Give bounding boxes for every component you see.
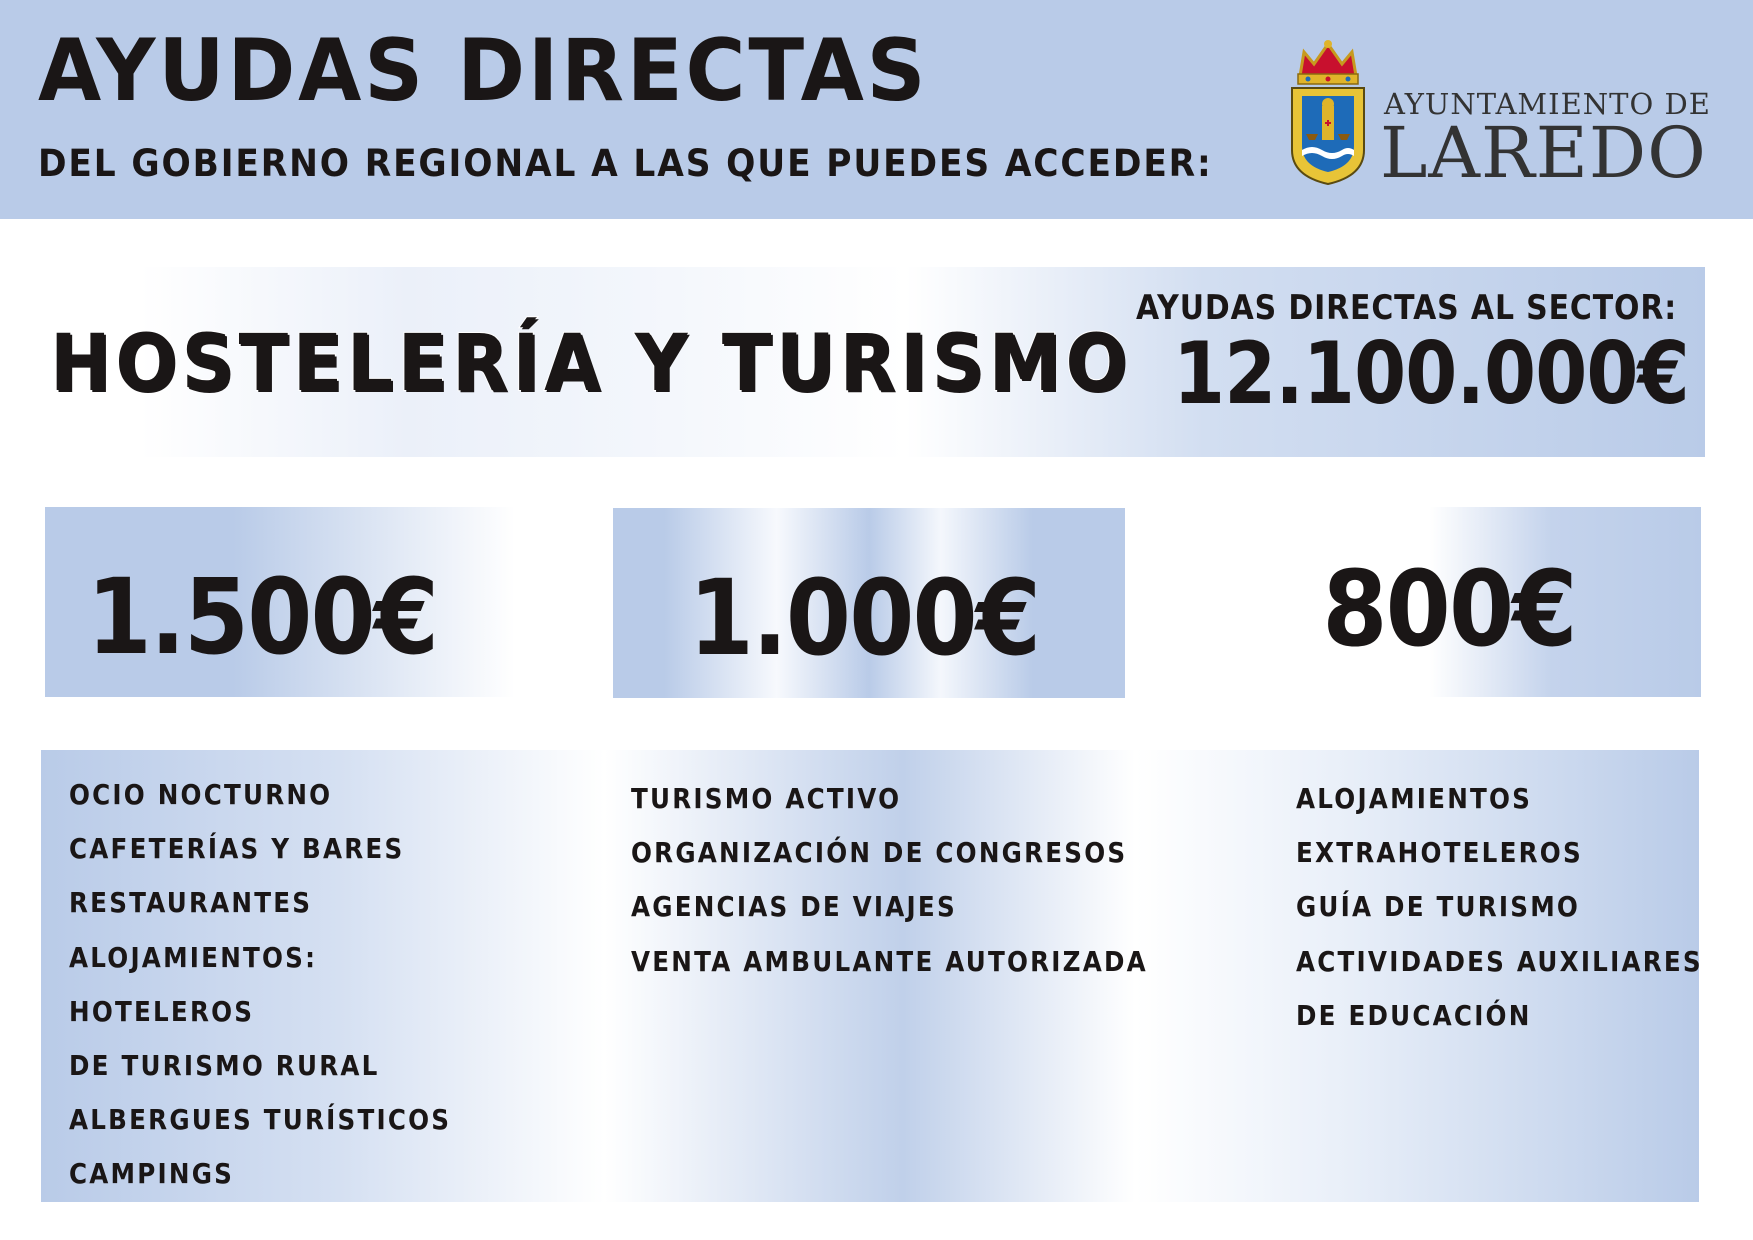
logo-caption: AYUNTAMIENTO DE <box>1384 87 1711 121</box>
logo-name: LAREDO <box>1380 112 1707 194</box>
page-subtitle: DEL GOBIERNO REGIONAL A LAS QUE PUEDES ACCEDER: <box>38 142 1213 185</box>
list-item: RESTAURANTES <box>69 886 313 920</box>
list-item: EXTRAHOTELEROS <box>1296 836 1583 870</box>
beneficiary-list-800 <box>1296 772 1753 1043</box>
sector-title: HOSTELERÍA Y TURISMO <box>50 319 1132 409</box>
list-item: DE TURISMO RURAL <box>69 1049 380 1083</box>
header-banner <box>0 0 1753 219</box>
list-item: TURISMO ACTIVO <box>631 782 902 815</box>
list-item: ALOJAMIENTOS: <box>69 940 318 974</box>
amount-value: 800€ <box>1322 548 1576 670</box>
list-item: ORGANIZACIÓN DE CONGRESOS <box>631 836 1128 870</box>
list-item: GUÍA DE TURISMO <box>1296 890 1581 924</box>
page-title: AYUDAS DIRECTAS <box>38 21 929 121</box>
list-item: AGENCIAS DE VIAJES <box>631 890 957 924</box>
list-item: ALOJAMIENTOS <box>1296 782 1533 815</box>
sector-budget-label: AYUDAS DIRECTAS AL SECTOR: <box>1136 288 1678 328</box>
amount-box-1 <box>45 507 515 697</box>
sector-budget-amount: 12.100.000€ <box>1173 324 1689 424</box>
list-item: CAFETERÍAS Y BARES <box>69 832 405 866</box>
beneficiary-list-1500 <box>69 768 503 1202</box>
list-item: DE EDUCACIÓN <box>1296 998 1532 1032</box>
list-item: VENTA AMBULANTE AUTORIZADA <box>631 944 1148 978</box>
laredo-logo <box>1288 38 1718 193</box>
list-item: CAMPINGS <box>69 1157 235 1191</box>
amount-box-3 <box>1233 507 1701 697</box>
sector-banner <box>40 267 1705 457</box>
list-item: OCIO NOCTURNO <box>69 778 333 811</box>
list-item: HOTELEROS <box>69 994 255 1028</box>
coat-of-arms-icon <box>1288 38 1368 188</box>
list-item: ALBERGUES TURÍSTICOS <box>69 1103 452 1137</box>
amount-value: 1.500€ <box>86 556 438 678</box>
list-item: ACTIVIDADES AUXILIARES <box>1296 944 1703 978</box>
beneficiary-list-1000 <box>631 772 1218 989</box>
amount-box-2 <box>613 508 1125 698</box>
amount-value: 1.000€ <box>688 557 1040 679</box>
beneficiary-lists <box>41 750 1703 1202</box>
